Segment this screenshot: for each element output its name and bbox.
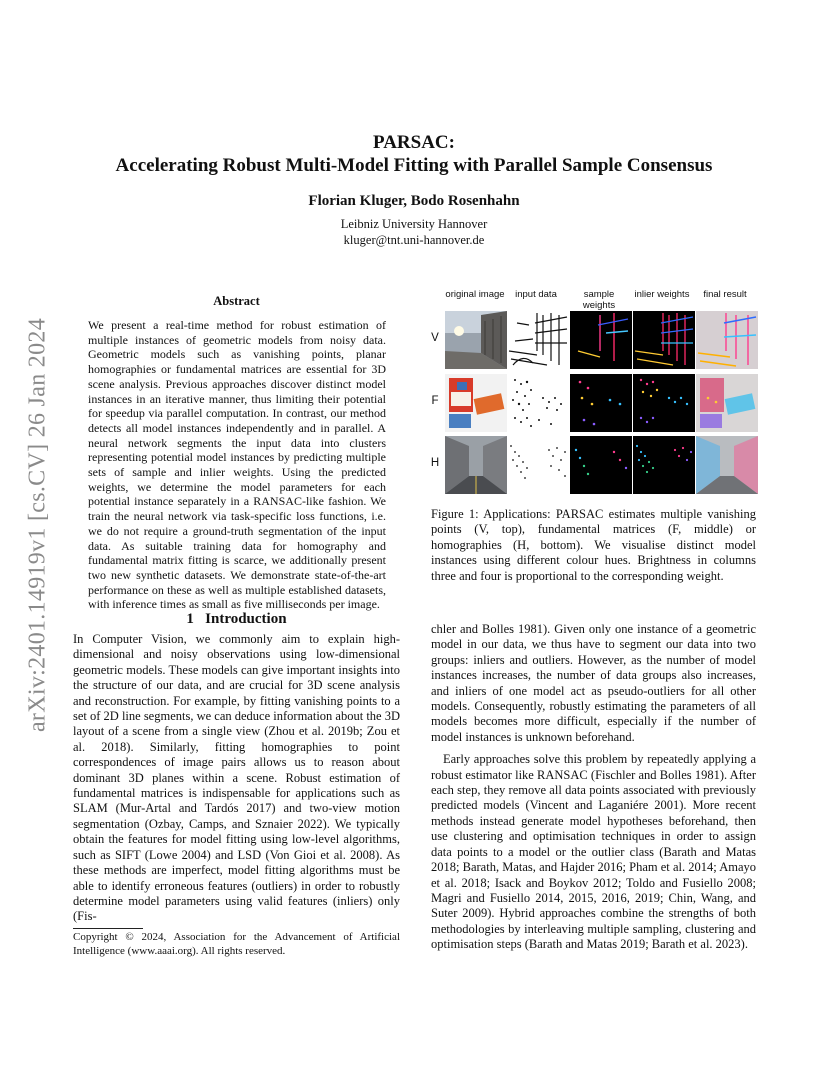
author-email: kluger@tnt.uni-hannover.de xyxy=(343,233,485,247)
f-sample-weights xyxy=(570,374,632,432)
v-inlier-weights xyxy=(633,311,695,369)
figure-1 xyxy=(428,290,760,490)
copyright-notice: Copyright © 2024, Association for the Advancement of Artificial Intelligence (www.aaai.org). All rights reserved. xyxy=(73,931,400,957)
f-input-data xyxy=(507,374,569,432)
arxiv-stamp-text: arXiv:2401.14919v1 [cs.CV] 26 Jan 2024 xyxy=(24,317,51,733)
abstract-text: We present a real-time method for robust estimation of multiple instances of geometric models from noisy data. Geometric models such as vanishing points, planar homographies or fundamental matrices are essential for 3D scene analysis. Previous approaches discover distinct model instances in an iterative manner, thus limiting their potential for speedup via parallel computation. In contrast, our method detects all model instances independently and in parallel. A neural network segments the input data into clusters representing potential model instances by predicting multiple sets of sample and inlier weights. Using the predicted weights, we determine the model parameters for each potential instance separately in a RANSAC-like fashion. We train the neural network via task-specific loss functions, i.e. we do not require a ground-truth segmentation of the input data. As suitable training data for homography and fundamental matrix fitting is scarce, we additionally present two new synthetic datasets. We demonstrate state-of-the-art performance on these as well as multiple established datasets, with inference times as small as five milliseconds per image. xyxy=(88,318,386,612)
affiliation: Leibniz University Hannover xyxy=(340,217,488,231)
v-sample-weights xyxy=(570,311,632,369)
intro-left-column: In Computer Vision, we commonly aim to explain high-dimensional and noisy observations using low-dimensional geometric models. These models can give important insights into the structure of our data, and are crucial for 3D scene analysis and reconstruction. For example, by fitting vanishing points to a set of 2D line segments, we can deduce information about the 3D layout of a scene from a single view (Zhou et al. 2019b; Zou et al. 2018). Similarly, fitting homographies to point correspondences of image pairs allows us to reason about dominant 3D planes within a scene. Robust estimation of fundamental matrices is indispensable for applications such as SLAM (Mur-Artal and Tardós 2017) and two-view motion segmentation (Ozbay, Camps, and Sznaier 2022). We typically obtain the features for model fitting using low-level algorithms, such as SIFT (Lowe 2004) and LSD (Von Gioi et al. 2008). As these methods are imperfect, model fitting algorithms must be able to identify erroneous features (outliers) in order to robustly determine model parameters using valid features (inliers) only (Fis- xyxy=(73,632,400,924)
abstract-heading: Abstract xyxy=(213,294,260,308)
fig-col-label: sample weights xyxy=(582,289,616,311)
intro-right-column xyxy=(431,622,756,960)
fig-col-label: original image xyxy=(445,289,505,300)
fig-col-label: input data xyxy=(515,289,557,300)
f-original-image xyxy=(445,374,507,432)
paper-authors: Florian Kluger, Bodo Rosenhahn xyxy=(308,193,520,209)
fig-col-label: final result xyxy=(703,289,747,300)
fig-col-label: inlier weights xyxy=(634,289,690,300)
f-inlier-weights xyxy=(633,374,695,432)
v-input-data xyxy=(507,311,569,369)
h-final-result xyxy=(696,436,758,494)
section-heading-introduction: 1 Introduction xyxy=(186,611,287,627)
paper-title-line2: Accelerating Robust Multi-Model Fitting with Parallel Sample Consensus xyxy=(115,155,713,176)
intro-paragraph: chler and Bolles 1981). Given only one instance of a geometric model in our data, we thus have to segment our data into two groups: inliers and outliers. However, as the number of model instances increases, the number of data groups also increases, and inliers of one model act as pseudo-outliers for all other models. Consequently, robustly estimating the parameters of all models becomes more difficult, especially if the number of model instances is unknown beforehand. xyxy=(431,622,756,744)
f-final-result xyxy=(696,374,758,432)
figure-1-caption: Figure 1: Applications: PARSAC estimates multiple vanishing points (V, top), fundamental matrices (F, middle) or homographies (H, bottom). We visualise distinct model instances using different colour hues. Brightness in columns three and four is proportional to the corresponding weight. xyxy=(431,507,756,583)
h-original-image xyxy=(445,436,507,494)
h-inlier-weights xyxy=(633,436,695,494)
paper-title-line1: PARSAC: xyxy=(373,132,455,153)
fig-row-label: H xyxy=(430,457,440,469)
fig-row-label: F xyxy=(431,395,439,407)
h-input-data xyxy=(507,436,569,494)
fig-row-label: V xyxy=(431,332,439,344)
footnote-rule xyxy=(73,928,143,929)
arxiv-stamp xyxy=(20,290,56,760)
v-original-image xyxy=(445,311,507,369)
h-sample-weights xyxy=(570,436,632,494)
intro-paragraph: Early approaches solve this problem by repeatedly applying a robust estimator like RANSAC (Fischler and Bolles 1981). After each step, they remove all data points associated with previously predicted models (Vincent and Laganiére 2001). More recent methods instead generate model hypotheses beforehand, then use clustering and optimisation techniques in order to assign data points to a model or the outlier class (Barath and Matas 2018; Barath, Matas, and Hajder 2016; Pham et al. 2014; Amayo et al. 2018; Isack and Boykov 2012; Toldo and Fusiello 2008; Magri and Fusiello 2014, 2015, 2016, 2019; Chin, Wang, and Suter 2009). Hybrid approaches combine the strengths of both methodologies by interleaving multiple sampling, clustering and optimisation steps (Barath and Matas 2019; Barath et al. 2023). xyxy=(431,752,756,952)
v-final-result xyxy=(696,311,758,369)
